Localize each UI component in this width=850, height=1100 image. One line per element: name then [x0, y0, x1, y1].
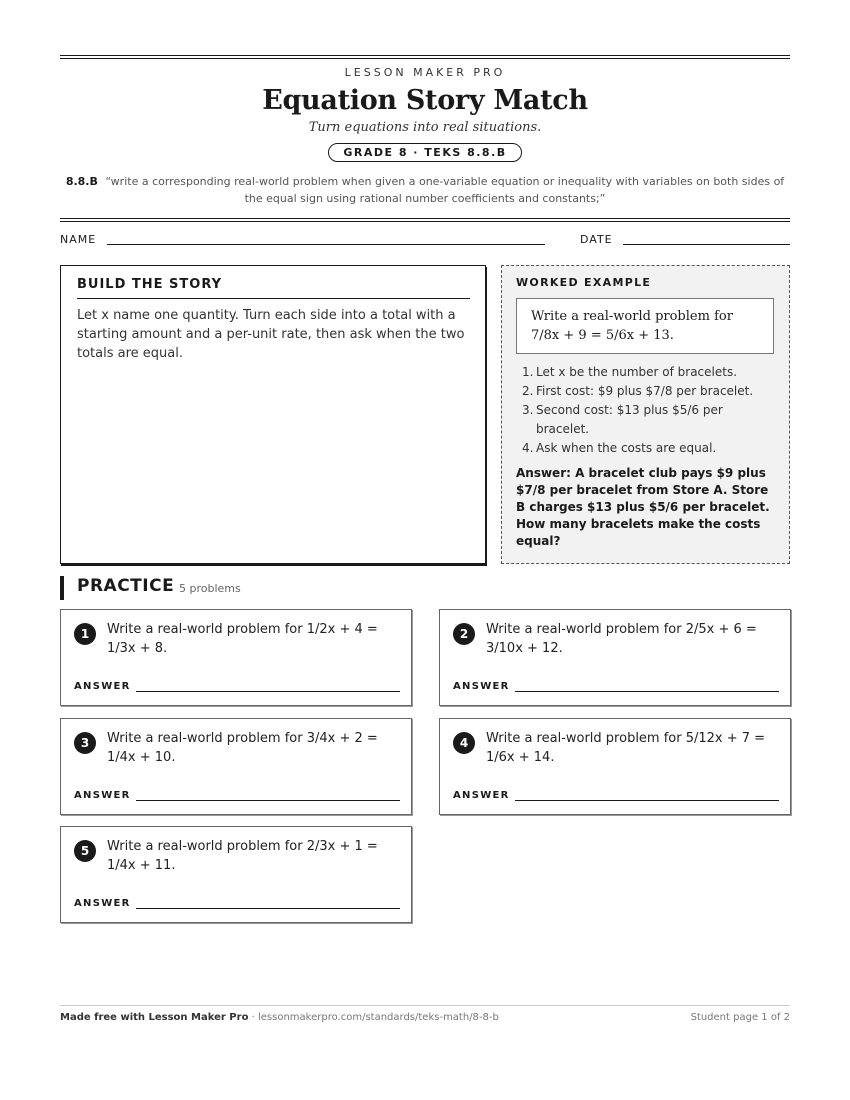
problem-number-badge: 3 — [74, 732, 96, 754]
problem-number-badge: 4 — [453, 732, 475, 754]
build-story-body: Let x name one quantity. Turn each side into a total with a starting amount and a per-unit rate, then ask when the two totals are equal. — [77, 308, 465, 361]
step-number: 3. — [522, 403, 534, 417]
footer-separator: · — [248, 1012, 258, 1023]
problem-text: Write a real-world problem for 5/12x + 7 = 1/6x + 14. — [486, 731, 766, 765]
step-number: 4. — [522, 441, 534, 455]
header-bottom-rule-inner — [60, 221, 790, 222]
name-date-row — [60, 233, 790, 249]
standard-code: 8.8.B — [65, 175, 98, 188]
problem-number-badge: 2 — [453, 623, 475, 645]
problem-number-badge: 1 — [74, 623, 96, 645]
footer-made-by: Made free with Lesson Maker Pro — [60, 1012, 249, 1023]
answer-field[interactable] — [136, 908, 400, 909]
name-label: NAME — [60, 233, 97, 246]
worksheet-header — [60, 66, 790, 162]
top-rule-inner — [60, 58, 790, 59]
worked-example-box — [501, 265, 790, 564]
top-rule — [60, 55, 790, 56]
footer-rule — [60, 1005, 790, 1006]
answer-field[interactable] — [136, 691, 400, 692]
answer-label: ANSWER — [453, 790, 510, 801]
standard-statement — [60, 173, 790, 207]
problem-text: Write a real-world problem for 1/2x + 4 = 1/3x + 8. — [107, 622, 378, 656]
brand-name: LESSON MAKER PRO — [344, 66, 506, 79]
step-item — [516, 401, 776, 439]
step-number: 1. — [522, 365, 534, 379]
name-field[interactable] — [107, 244, 545, 245]
worked-example-answer: Answer: A bracelet club pays $9 plus $7/8 per bracelet from Store A. Store B charges $13 plus $5/6 per bracelet. How many bracelets make the costs equal? — [516, 466, 770, 548]
page-subtitle: Turn equations into real situations. — [308, 120, 542, 135]
practice-title: PRACTICE — [77, 576, 175, 596]
step-text: Ask when the costs are equal. — [536, 441, 717, 455]
header-bottom-rule — [60, 218, 790, 219]
problem-text: Write a real-world problem for 2/5x + 6 = 3/10x + 12. — [486, 622, 757, 656]
step-item — [516, 439, 776, 458]
step-text: Let x be the number of bracelets. — [536, 365, 738, 379]
answer-field[interactable] — [515, 691, 779, 692]
date-label: DATE — [580, 233, 613, 246]
step-item — [516, 382, 776, 401]
footer-url[interactable]: lessonmakerpro.com/standards/teks-math/8-8-b — [257, 1012, 499, 1023]
answer-label: ANSWER — [74, 898, 131, 909]
standard-text: “write a corresponding real-world problem when given a one-variable equation or inequality with variables on both sides of the equal sign using rational number coefficients and constants;” — [105, 175, 785, 205]
footer-page-number: Student page 1 of 2 — [690, 1012, 790, 1023]
page-title: Equation Story Match — [262, 85, 588, 116]
practice-count: 5 problems — [179, 582, 241, 595]
practice-card-5 — [60, 826, 412, 923]
practice-card-2 — [439, 609, 791, 706]
problem-text: Write a real-world problem for 3/4x + 2 = 1/4x + 10. — [107, 731, 378, 765]
footer-credit — [60, 1012, 499, 1023]
worksheet-page — [60, 0, 790, 1100]
worked-example-prompt: Write a real-world problem for 7/8x + 9 = 5/6x + 13. — [516, 298, 774, 354]
practice-card-4 — [439, 718, 791, 815]
worked-example-heading: WORKED EXAMPLE — [516, 276, 652, 289]
practice-card-3 — [60, 718, 412, 815]
step-text: Second cost: $13 plus $5/6 per bracelet. — [536, 403, 723, 436]
answer-label: ANSWER — [74, 681, 131, 692]
step-text: First cost: $9 plus $7/8 per bracelet. — [536, 384, 754, 398]
step-item — [516, 363, 776, 382]
answer-label: ANSWER — [453, 681, 510, 692]
answer-field[interactable] — [515, 800, 779, 801]
date-field[interactable] — [623, 244, 790, 245]
step-number: 2. — [522, 384, 534, 398]
problem-text: Write a real-world problem for 2/3x + 1 = 1/4x + 11. — [107, 839, 378, 873]
practice-card-1 — [60, 609, 412, 706]
answer-field[interactable] — [136, 800, 400, 801]
practice-heading-bar — [60, 576, 464, 600]
worked-example-steps — [516, 363, 776, 458]
build-story-box — [60, 265, 486, 564]
build-story-heading: BUILD THE STORY — [77, 277, 470, 299]
answer-label: ANSWER — [74, 790, 131, 801]
problem-number-badge: 5 — [74, 840, 96, 862]
grade-badge: GRADE 8 · TEKS 8.8.B — [328, 143, 521, 162]
